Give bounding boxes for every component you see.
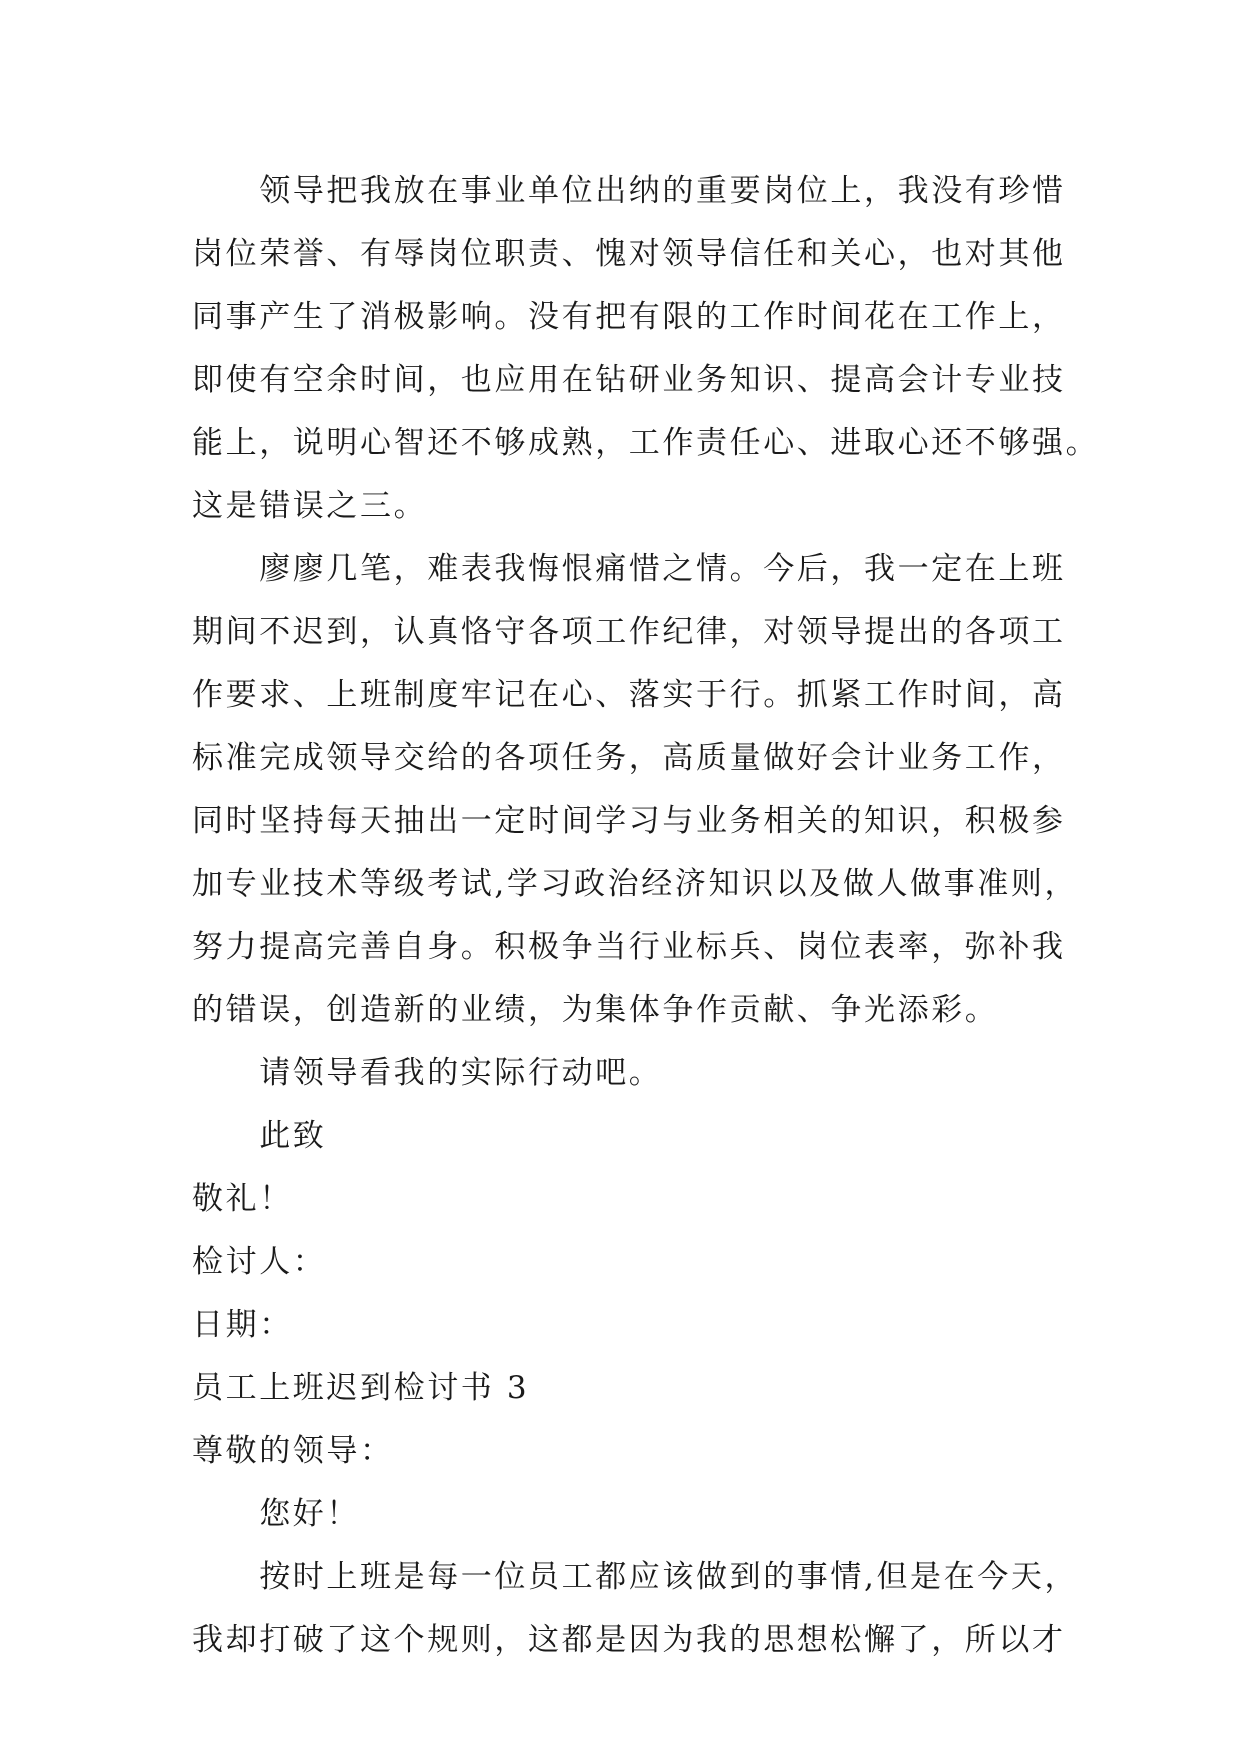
greeting-line: 您好！ xyxy=(192,1496,360,1532)
text-line: 标准完成领导交给的各项任务，高质量做好会计业务工作， xyxy=(192,740,1066,776)
document-body xyxy=(192,160,1100,1672)
text-line: 请领导看我的实际行动吧。 xyxy=(192,1055,663,1091)
text-line: 按时上班是每一位员工都应该做到的事情,但是在今天， xyxy=(192,1559,1079,1595)
signer-label: 检讨人： xyxy=(192,1244,327,1280)
section-title: 员工上班迟到检讨书 3 xyxy=(192,1370,530,1406)
text-line: 即使有空余时间，也应用在钻研业务知识、提高会计专业技 xyxy=(192,362,1066,398)
text-line: 廖廖几笔，难表我悔恨痛惜之情。今后，我一定在上班 xyxy=(192,551,1066,587)
greeting-line: 尊敬的领导： xyxy=(192,1433,394,1469)
text-line: 的错误，创造新的业绩，为集体争作贡献、争光添彩。 xyxy=(192,992,999,1028)
text-line: 岗位荣誉、有辱岗位职责、愧对领导信任和关心，也对其他 xyxy=(192,236,1066,272)
text-line: 期间不迟到，认真恪守各项工作纪律，对领导提出的各项工 xyxy=(192,614,1066,650)
date-label: 日期： xyxy=(192,1307,293,1343)
text-line: 我却打破了这个规则，这都是因为我的思想松懈了，所以才 xyxy=(192,1622,1066,1658)
text-line: 同时坚持每天抽出一定时间学习与业务相关的知识，积极参 xyxy=(192,803,1066,839)
salutation-line: 敬礼！ xyxy=(192,1181,293,1217)
text-line: 这是错误之三。 xyxy=(192,488,428,524)
text-line: 领导把我放在事业单位出纳的重要岗位上，我没有珍惜 xyxy=(192,173,1066,209)
text-line: 加专业技术等级考试,学习政治经济知识以及做人做事准则， xyxy=(192,866,1079,902)
salutation-line: 此致 xyxy=(192,1118,327,1154)
text-line: 能上，说明心智还不够成熟，工作责任心、进取心还不够强。 xyxy=(192,425,1100,461)
text-line: 作要求、上班制度牢记在心、落实于行。抓紧工作时间，高 xyxy=(192,677,1066,713)
text-line: 同事产生了消极影响。没有把有限的工作时间花在工作上， xyxy=(192,299,1066,335)
text-line: 努力提高完善自身。积极争当行业标兵、岗位表率，弥补我 xyxy=(192,929,1066,965)
